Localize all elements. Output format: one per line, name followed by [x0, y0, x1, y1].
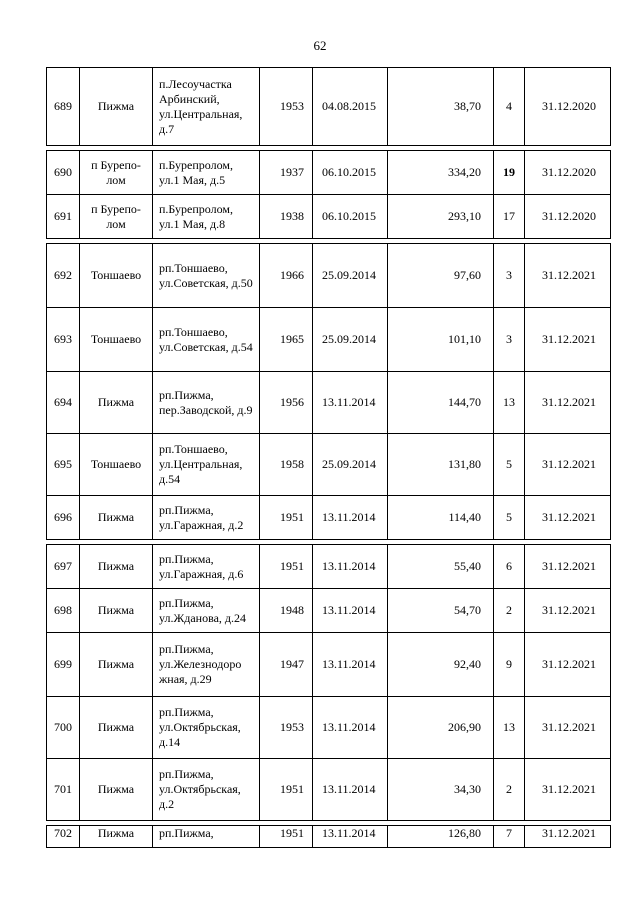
- cell-term: 31.12.2021: [525, 244, 611, 308]
- cell-year: 1951: [260, 826, 313, 848]
- cell-number: 694: [47, 372, 80, 434]
- cell-address: п.Бурепролом, ул.1 Мая, д.8: [153, 195, 260, 239]
- cell-locality: п Бурепо-лом: [80, 151, 153, 195]
- cell-address: рп.Пижма,: [153, 826, 260, 848]
- cell-term: 31.12.2021: [525, 434, 611, 496]
- cell-residents: 2: [494, 759, 525, 821]
- cell-address: рп.Пижма, ул.Октябрьская, д.14: [153, 697, 260, 759]
- cell-date: 13.11.2014: [313, 633, 388, 697]
- cell-address: рп.Пижма, ул.Железнодоро жная, д.29: [153, 633, 260, 697]
- table-row: [47, 434, 611, 496]
- cell-date: 13.11.2014: [313, 545, 388, 589]
- cell-locality: Пижма: [80, 697, 153, 759]
- cell-number: 697: [47, 545, 80, 589]
- page-number: 62: [313, 38, 327, 53]
- cell-number: 692: [47, 244, 80, 308]
- cell-date: 13.11.2014: [313, 372, 388, 434]
- cell-locality: Пижма: [80, 496, 153, 540]
- cell-date: 25.09.2014: [313, 244, 388, 308]
- table-row: [47, 633, 611, 697]
- cell-area: 34,30: [388, 759, 494, 821]
- cell-date: 25.09.2014: [313, 308, 388, 372]
- cell-number: 691: [47, 195, 80, 239]
- cell-term: 31.12.2021: [525, 633, 611, 697]
- cell-locality: Пижма: [80, 589, 153, 633]
- cell-address: п.Лесоучастка Арбинский, ул.Центральная, д.7: [153, 68, 260, 146]
- cell-residents: 9: [494, 633, 525, 697]
- cell-year: 1937: [260, 151, 313, 195]
- cell-term: 31.12.2020: [525, 151, 611, 195]
- cell-number: 699: [47, 633, 80, 697]
- cell-area: 114,40: [388, 496, 494, 540]
- table-row: [47, 244, 611, 308]
- cell-area: 38,70: [388, 68, 494, 146]
- cell-date: 13.11.2014: [313, 697, 388, 759]
- cell-residents: 17: [494, 195, 525, 239]
- cell-number: 689: [47, 68, 80, 146]
- cell-year: 1956: [260, 372, 313, 434]
- table-row: [47, 308, 611, 372]
- cell-term: 31.12.2021: [525, 545, 611, 589]
- cell-area: 131,80: [388, 434, 494, 496]
- cell-date: 13.11.2014: [313, 496, 388, 540]
- cell-number: 698: [47, 589, 80, 633]
- cell-number: 700: [47, 697, 80, 759]
- cell-area: 126,80: [388, 826, 494, 848]
- table-row: [47, 589, 611, 633]
- cell-term: 31.12.2020: [525, 195, 611, 239]
- table-row: [47, 195, 611, 239]
- cell-year: 1958: [260, 434, 313, 496]
- cell-locality: Пижма: [80, 545, 153, 589]
- cell-year: 1953: [260, 697, 313, 759]
- cell-term: 31.12.2021: [525, 826, 611, 848]
- cell-area: 144,70: [388, 372, 494, 434]
- cell-year: 1951: [260, 545, 313, 589]
- cell-number: 695: [47, 434, 80, 496]
- cell-number: 702: [47, 826, 80, 848]
- cell-residents: 5: [494, 434, 525, 496]
- cell-locality: Пижма: [80, 826, 153, 848]
- cell-residents: 6: [494, 545, 525, 589]
- cell-address: рп.Пижма, ул.Гаражная, д.2: [153, 496, 260, 540]
- cell-year: 1947: [260, 633, 313, 697]
- cell-year: 1951: [260, 759, 313, 821]
- cell-year: 1938: [260, 195, 313, 239]
- cell-number: 693: [47, 308, 80, 372]
- cell-locality: Тоншаево: [80, 434, 153, 496]
- cell-locality: Пижма: [80, 633, 153, 697]
- cell-residents: 13: [494, 372, 525, 434]
- cell-residents: 5: [494, 496, 525, 540]
- cell-residents: 7: [494, 826, 525, 848]
- table-row: [47, 826, 611, 848]
- cell-year: 1953: [260, 68, 313, 146]
- cell-term: 31.12.2021: [525, 697, 611, 759]
- table-row: [47, 372, 611, 434]
- cell-area: 92,40: [388, 633, 494, 697]
- table-row: [47, 545, 611, 589]
- cell-locality: Пижма: [80, 68, 153, 146]
- cell-locality: Пижма: [80, 372, 153, 434]
- table-row: [47, 151, 611, 195]
- cell-date: 25.09.2014: [313, 434, 388, 496]
- cell-residents: 19: [494, 151, 525, 195]
- cell-area: 334,20: [388, 151, 494, 195]
- cell-date: 13.11.2014: [313, 759, 388, 821]
- cell-area: 97,60: [388, 244, 494, 308]
- cell-date: 13.11.2014: [313, 589, 388, 633]
- table-row: [47, 496, 611, 540]
- cell-term: 31.12.2021: [525, 589, 611, 633]
- cell-number: 690: [47, 151, 80, 195]
- cell-date: 13.11.2014: [313, 826, 388, 848]
- cell-area: 101,10: [388, 308, 494, 372]
- housing-registry-table: [46, 67, 611, 848]
- cell-area: 54,70: [388, 589, 494, 633]
- cell-address: рп.Пижма, ул.Гаражная, д.6: [153, 545, 260, 589]
- cell-locality: Тоншаево: [80, 244, 153, 308]
- cell-residents: 2: [494, 589, 525, 633]
- cell-address: рп.Тоншаево, ул.Советская, д.54: [153, 308, 260, 372]
- cell-year: 1966: [260, 244, 313, 308]
- cell-residents: 3: [494, 244, 525, 308]
- cell-term: 31.12.2021: [525, 759, 611, 821]
- cell-term: 31.12.2020: [525, 68, 611, 146]
- table-row: [47, 697, 611, 759]
- cell-term: 31.12.2021: [525, 308, 611, 372]
- cell-number: 696: [47, 496, 80, 540]
- cell-area: 293,10: [388, 195, 494, 239]
- cell-address: рп.Тоншаево, ул.Советская, д.50: [153, 244, 260, 308]
- cell-residents: 4: [494, 68, 525, 146]
- cell-locality: Тоншаево: [80, 308, 153, 372]
- cell-area: 55,40: [388, 545, 494, 589]
- cell-number: 701: [47, 759, 80, 821]
- cell-address: рп.Пижма, пер.Заводской, д.9: [153, 372, 260, 434]
- cell-residents: 3: [494, 308, 525, 372]
- cell-area: 206,90: [388, 697, 494, 759]
- table-body: [47, 68, 611, 848]
- cell-date: 04.08.2015: [313, 68, 388, 146]
- cell-address: рп.Тоншаево, ул.Центральная, д.54: [153, 434, 260, 496]
- table-row: [47, 68, 611, 146]
- cell-address: п.Бурепролом, ул.1 Мая, д.5: [153, 151, 260, 195]
- table-row: [47, 759, 611, 821]
- cell-year: 1951: [260, 496, 313, 540]
- cell-date: 06.10.2015: [313, 151, 388, 195]
- cell-residents: 13: [494, 697, 525, 759]
- cell-year: 1948: [260, 589, 313, 633]
- cell-date: 06.10.2015: [313, 195, 388, 239]
- cell-locality: п Бурепо-лом: [80, 195, 153, 239]
- cell-term: 31.12.2021: [525, 496, 611, 540]
- cell-locality: Пижма: [80, 759, 153, 821]
- cell-address: рп.Пижма, ул.Жданова, д.24: [153, 589, 260, 633]
- cell-term: 31.12.2021: [525, 372, 611, 434]
- cell-address: рп.Пижма, ул.Октябрьская, д.2: [153, 759, 260, 821]
- cell-year: 1965: [260, 308, 313, 372]
